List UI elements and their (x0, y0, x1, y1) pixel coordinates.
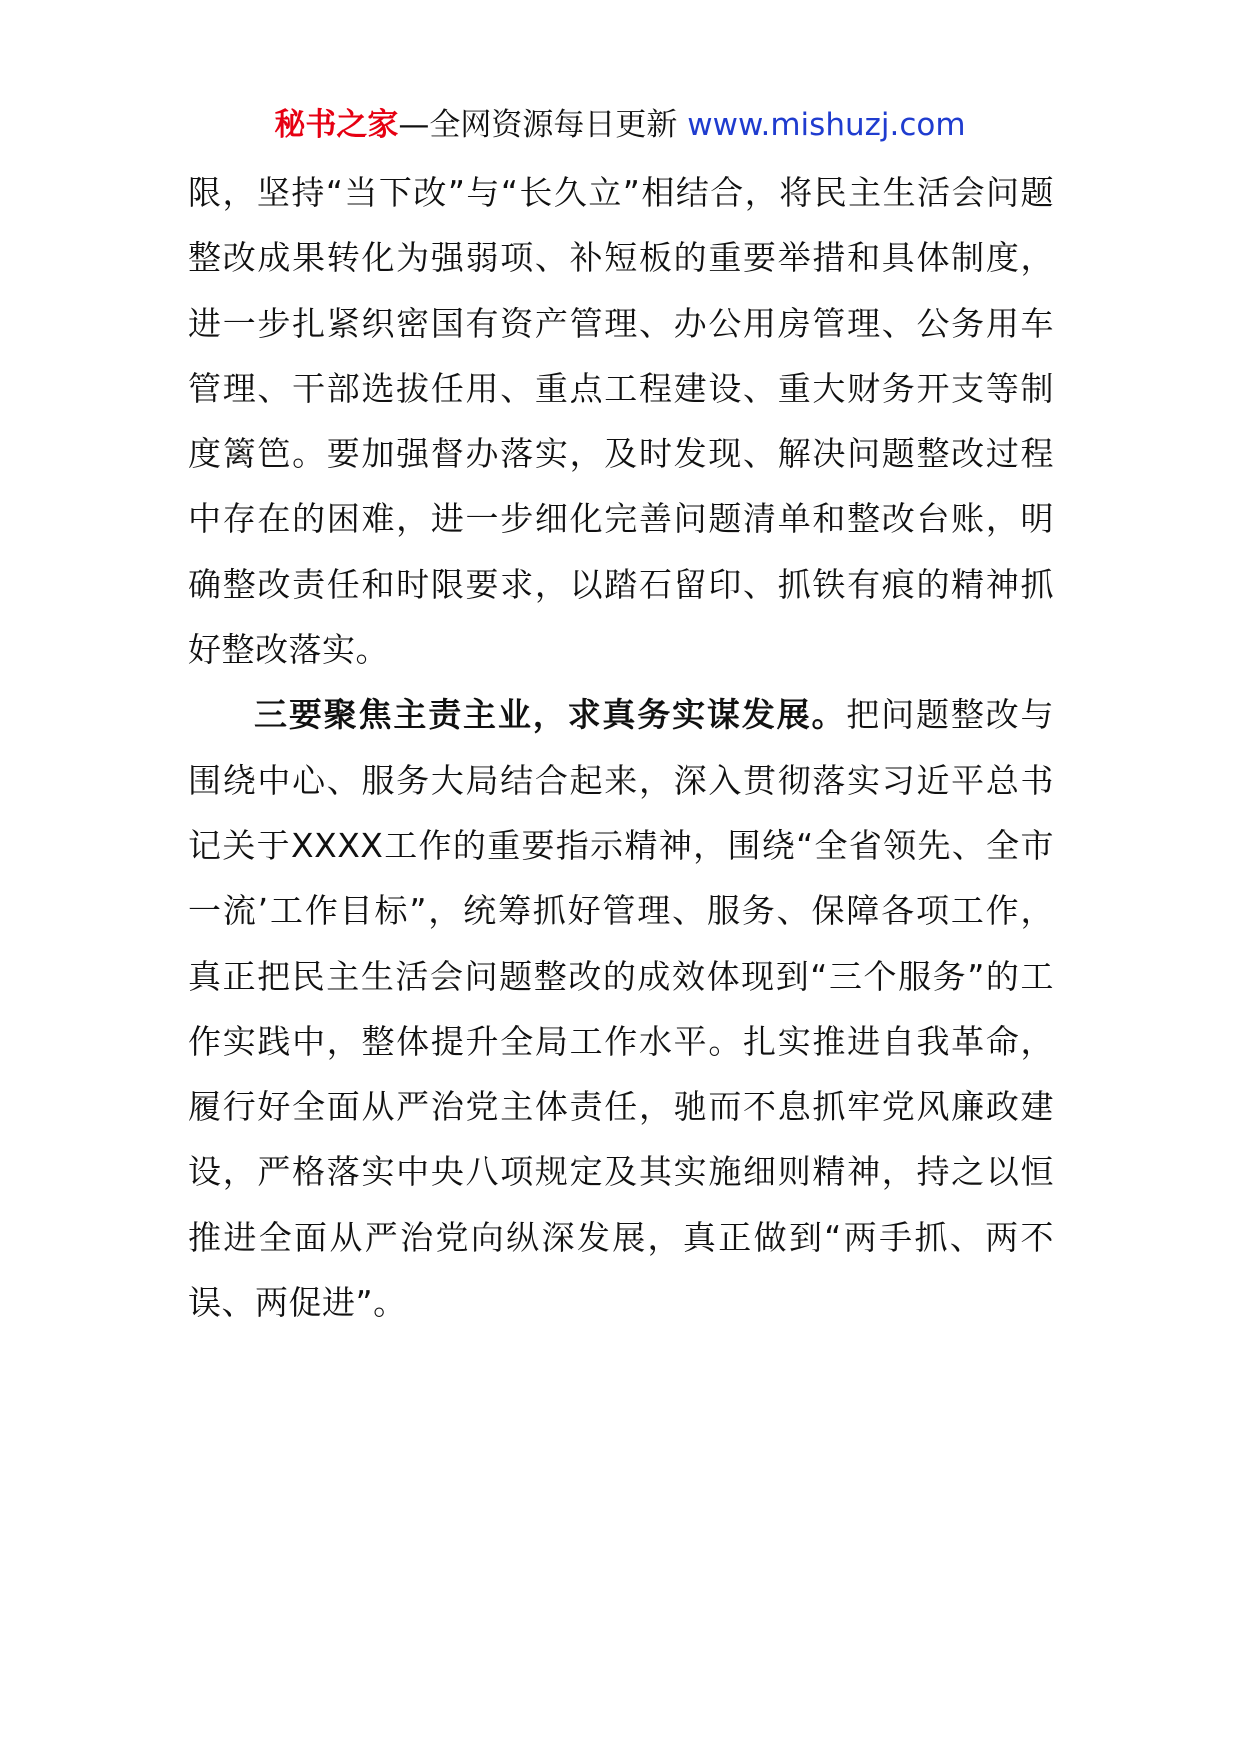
paragraph-text: 把问题整改与围绕中心、服务大局结合起来，深入贯彻落实习近平总书记关于XXXX工作的重要指示精神，围绕“全省领先、全市一流’工作目标”，统筹抓好管理、服务、保障各项工作，真正把民主生活会问题整改的成效体现到“三个服务”的工作实践中，整体提升全局工作水平。扎实推进自我革命，履行好全面从严治党主体责任，驰而不息抓牢党风廉政建设，严格落实中央八项规定及其实施细则精神，持之以恒推进全面从严治党向纵深发展，真正做到“两手抓、两不误、两促进”。 (188, 695, 1055, 1323)
paragraph-continued (188, 160, 1054, 682)
page-header (0, 100, 1240, 150)
header-tagline: —全网资源每日更新 (398, 107, 688, 143)
paragraph-lead-heading: 三要聚焦主责主业，求真务实谋发展。 (254, 695, 847, 735)
header-url[interactable]: www.mishuzj.com (687, 107, 966, 143)
header-brand: 秘书之家 (274, 107, 399, 143)
document-body (188, 160, 1054, 1335)
paragraph-section-three (188, 682, 1054, 1335)
paragraph-text: 限，坚持“当下改”与“长久立”相结合，将民主生活会问题整改成果转化为强弱项、补短板的重要举措和具体制度，进一步扎紧织密国有资产管理、办公用房管理、公务用车管理、干部选拔任用、重点工程建设、重大财务开支等制度篱笆。要加强督办落实，及时发现、解决问题整改过程中存在的困难，进一步细化完善问题清单和整改台账，明确整改责任和时限要求，以踏石留印、抓铁有痕的精神抓好整改落实。 (188, 173, 1054, 670)
